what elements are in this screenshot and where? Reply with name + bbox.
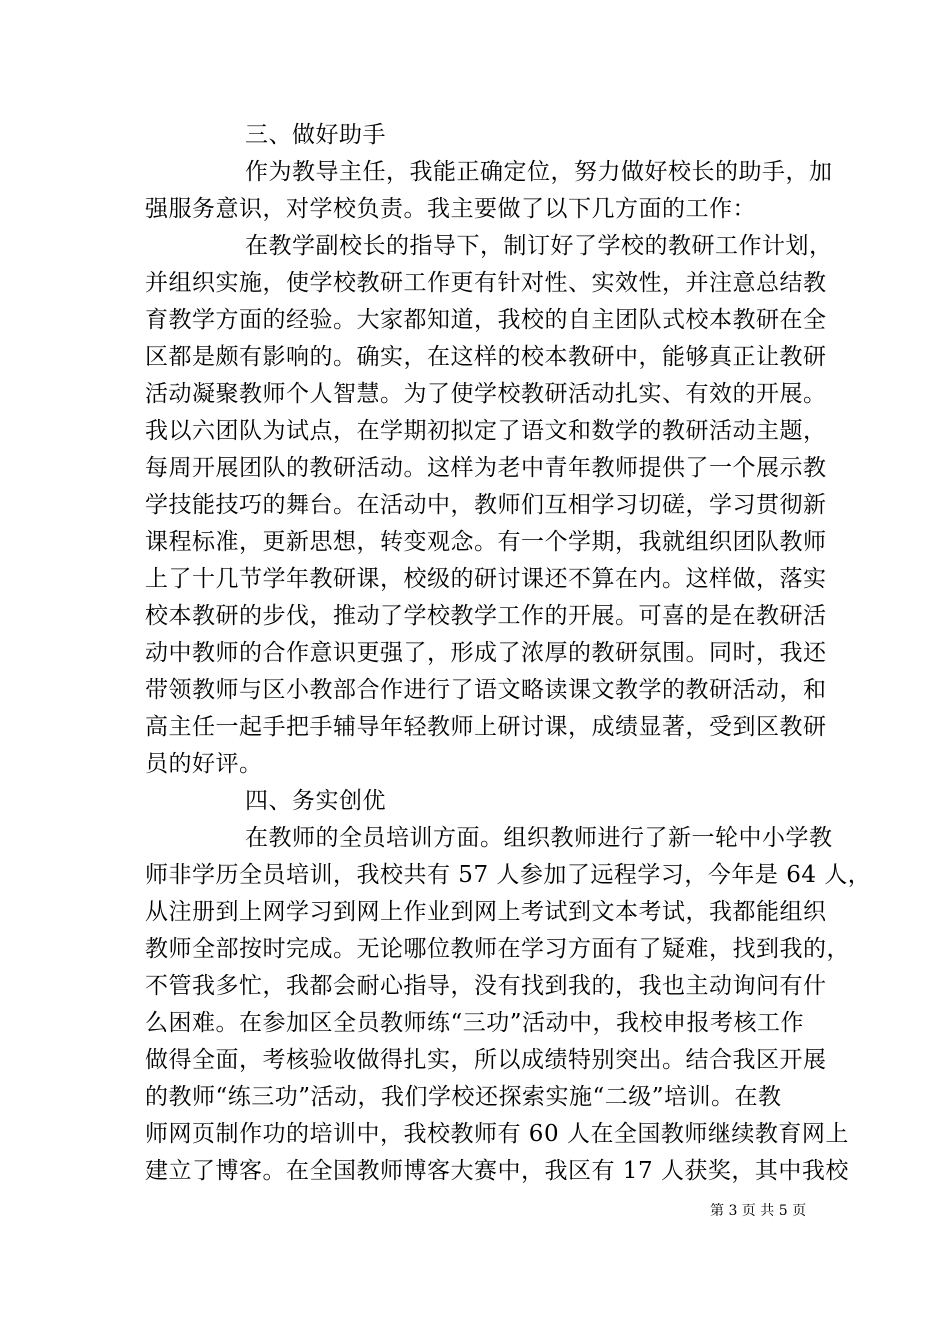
paragraph-line: 在教师的全员培训方面。组织教师进行了新一轮中小学教 xyxy=(245,825,833,851)
page-number-footer: 第 3 页 共 5 页 xyxy=(710,1203,807,1219)
paragraph-line: 师网页制作功的培训中，我校教师有 60 人在全国教师继续教育网上 xyxy=(145,1121,849,1147)
paragraph-line: 不管我多忙，我都会耐心指导，没有找到我的，我也主动询问有什 xyxy=(145,973,827,999)
paragraph-line: 校本教研的步伐，推动了学校教学工作的开展。可喜的是在教研活 xyxy=(145,603,827,629)
paragraph-line: 学技能技巧的舞台。在活动中，教师们互相学习切磋，学习贯彻新 xyxy=(145,492,827,518)
paragraph-line: 高主任一起手把手辅导年轻教师上研讨课，成绩显著，受到区教研 xyxy=(145,714,827,740)
paragraph-line: 的教师“练三功”活动，我们学校还探索实施“二级”培训。在教 xyxy=(145,1084,782,1110)
section-heading-4: 四、务实创优 xyxy=(245,788,386,814)
paragraph-line: 每周开展团队的教研活动。这样为老中青年教师提供了一个展示教 xyxy=(145,455,827,481)
paragraph-line: 在教学副校长的指导下，制订好了学校的教研工作计划， xyxy=(245,233,833,259)
paragraph-line: 做得全面，考核验收做得扎实，所以成绩特别突出。结合我区开展 xyxy=(145,1047,827,1073)
paragraph-line: 区都是颇有影响的。确实，在这样的校本教研中，能够真正让教研 xyxy=(145,344,827,370)
paragraph-line: 强服务意识，对学校负责。我主要做了以下几方面的工作： xyxy=(145,196,756,222)
paragraph-line: 我以六团队为试点，在学期初拟定了语文和数学的教研活动主题， xyxy=(145,418,827,444)
paragraph-line: 育教学方面的经验。大家都知道，我校的自主团队式校本教研在全 xyxy=(145,307,827,333)
paragraph-line: 活动凝聚教师个人智慧。为了使学校教研活动扎实、有效的开展。 xyxy=(145,381,827,407)
paragraph-line: 么困难。在参加区全员教师练“三功”活动中，我校申报考核工作 xyxy=(145,1010,805,1036)
paragraph-line: 教师全部按时完成。无论哪位教师在学习方面有了疑难，找到我的， xyxy=(145,936,850,962)
paragraph-line: 动中教师的合作意识更强了，形成了浓厚的教研氛围。同时，我还 xyxy=(145,640,827,666)
paragraph-line: 师非学历全员培训，我校共有 57 人参加了远程学习，今年是 64 人， xyxy=(145,862,872,888)
paragraph-line: 上了十几节学年教研课，校级的研讨课还不算在内。这样做，落实 xyxy=(145,566,827,592)
paragraph-line: 从注册到上网学习到网上作业到网上考试到文本考试，我都能组织 xyxy=(145,899,827,925)
paragraph-line: 并组织实施，使学校教研工作更有针对性、实效性，并注意总结教 xyxy=(145,270,827,296)
paragraph-line: 课程标准，更新思想，转变观念。有一个学期，我就组织团队教师 xyxy=(145,529,827,555)
section-heading-3: 三、做好助手 xyxy=(245,122,386,148)
paragraph-line: 员的好评。 xyxy=(145,751,263,777)
paragraph-line: 建立了博客。在全国教师博客大赛中，我区有 17 人获奖，其中我校 xyxy=(145,1158,849,1184)
paragraph-line: 作为教导主任，我能正确定位，努力做好校长的助手，加 xyxy=(245,159,833,185)
paragraph-line: 带领教师与区小教部合作进行了语文略读课文教学的教研活动，和 xyxy=(145,677,827,703)
